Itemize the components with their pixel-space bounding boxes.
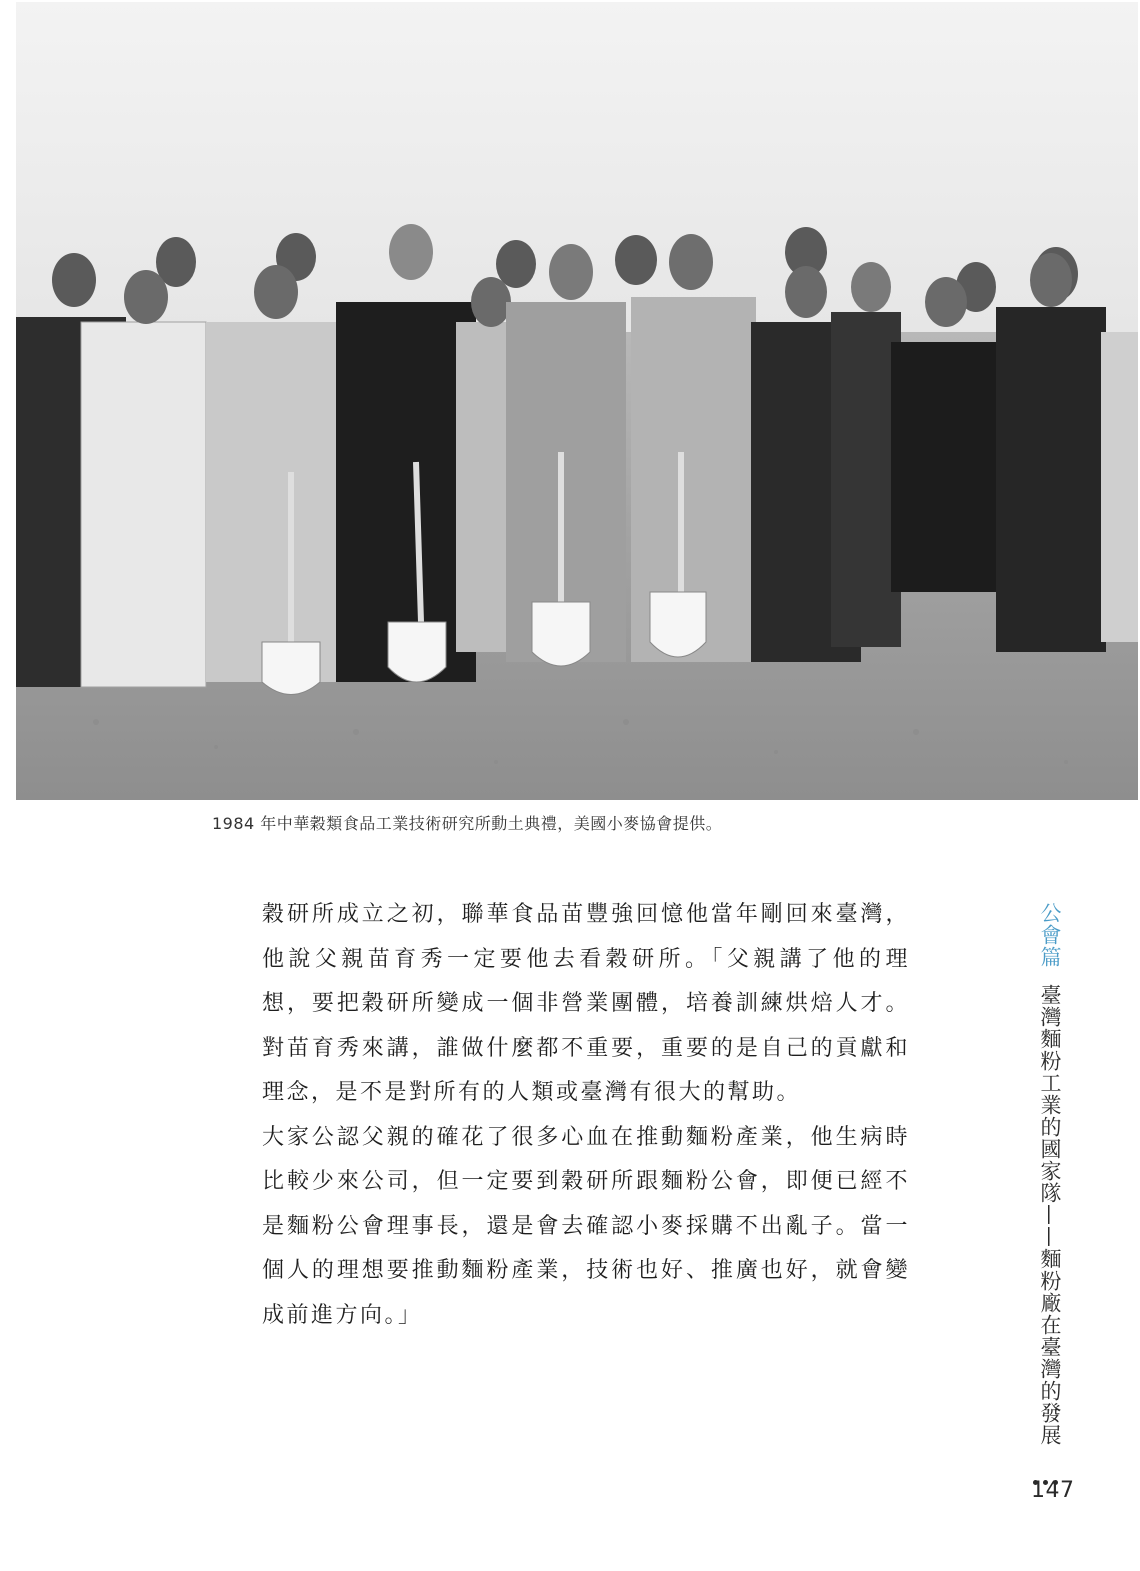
article-body	[262, 893, 910, 1338]
book-title: 臺灣麵粉工業的國家隊——麵粉廠在臺灣的發展	[1038, 983, 1062, 1446]
running-title	[1036, 902, 1064, 1446]
section-title: 公會篇	[1038, 902, 1062, 968]
paragraph-1: 穀研所成立之初，聯華食品苗豐強回憶他當年剛回來臺灣，他說父親苗育秀一定要他去看穀研所。「父親講了他的理想，要把穀研所變成一個非營業團體，培養訓練烘焙人才。對苗育秀來講，誰做什麼都不重要，重要的是自己的貢獻和理念，是不是對所有的人類或臺灣有很大的幫助。	[262, 902, 910, 1105]
photo-caption: 1984 年中華穀類食品工業技術研究所動土典禮，美國小麥協會提供。	[212, 814, 723, 833]
paragraph-2: 大家公認父親的確花了很多心血在推動麵粉產業，他生病時比較少來公司，但一定要到穀研所跟麵粉公會，即便已經不是麵粉公會理事長，還是會去確認小麥採購不出亂子。當一個人的理想要推動麵粉產業，技術也好、推廣也好，就會變成前進方向。」	[262, 1124, 910, 1328]
photo-illustration	[16, 2, 1138, 800]
ground-breaking-photo	[16, 2, 1138, 800]
page-number: 147	[1031, 1478, 1075, 1503]
page-dots-icon	[1033, 1470, 1069, 1478]
